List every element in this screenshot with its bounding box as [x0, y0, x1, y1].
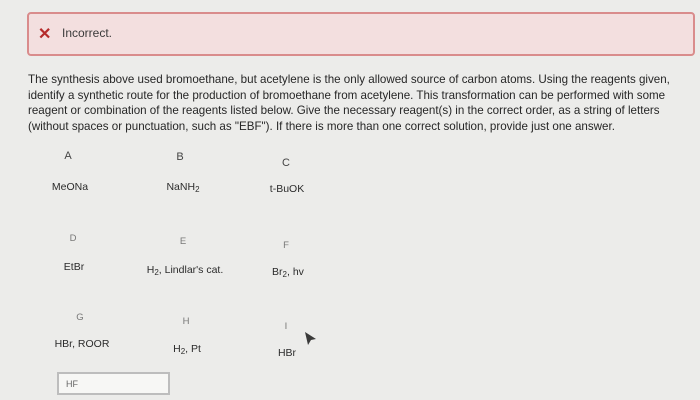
- reagent-letter-b: B: [176, 151, 184, 163]
- reagent-c: t-BuOK: [269, 183, 305, 195]
- reagent-letter-i: I: [284, 321, 288, 332]
- feedback-banner: [27, 12, 695, 56]
- reagent-h: $H_2$, Pt: [173, 343, 201, 356]
- reagent-letter-e: E: [179, 236, 187, 247]
- reagent-letter-d: D: [69, 233, 77, 244]
- feedback-status: Incorrect.: [62, 26, 113, 40]
- reagent-letter-a: A: [64, 150, 72, 162]
- reagent-a: MeONa: [51, 181, 89, 193]
- reagent-g: HBr, ROOR: [54, 338, 110, 350]
- x-icon: ✕: [38, 26, 52, 43]
- mouse-cursor-icon: [304, 331, 318, 347]
- reagent-b: NaNH$_2$: [166, 181, 200, 194]
- reagent-letter-f: F: [283, 240, 289, 251]
- reagent-e: $H_2$, Lindlar's cat.: [146, 264, 224, 277]
- reagent-f: $Br_2$, hv: [272, 266, 304, 279]
- reagent-i: HBr: [277, 347, 297, 359]
- question-text: The synthesis above used bromoethane, but acetylene is the only allowed source of carbon atoms. Using the reagents given, identify a synthetic route for the production of bromoethane from acetylene. This transformation can be performed with some reagent or combination of the reagents listed below. Give the necessary reagent(s) in the correct order, as a string of letters (without spaces or punctuation, such as "EBF"). If there is more than one correct solution, provide just one answer.: [28, 73, 670, 133]
- reagent-letter-c: C: [282, 157, 290, 169]
- answer-input[interactable]: [57, 372, 170, 395]
- reagent-d: EtBr: [63, 261, 85, 273]
- reagent-letter-h: H: [182, 316, 190, 327]
- reagent-letter-g: G: [76, 312, 84, 323]
